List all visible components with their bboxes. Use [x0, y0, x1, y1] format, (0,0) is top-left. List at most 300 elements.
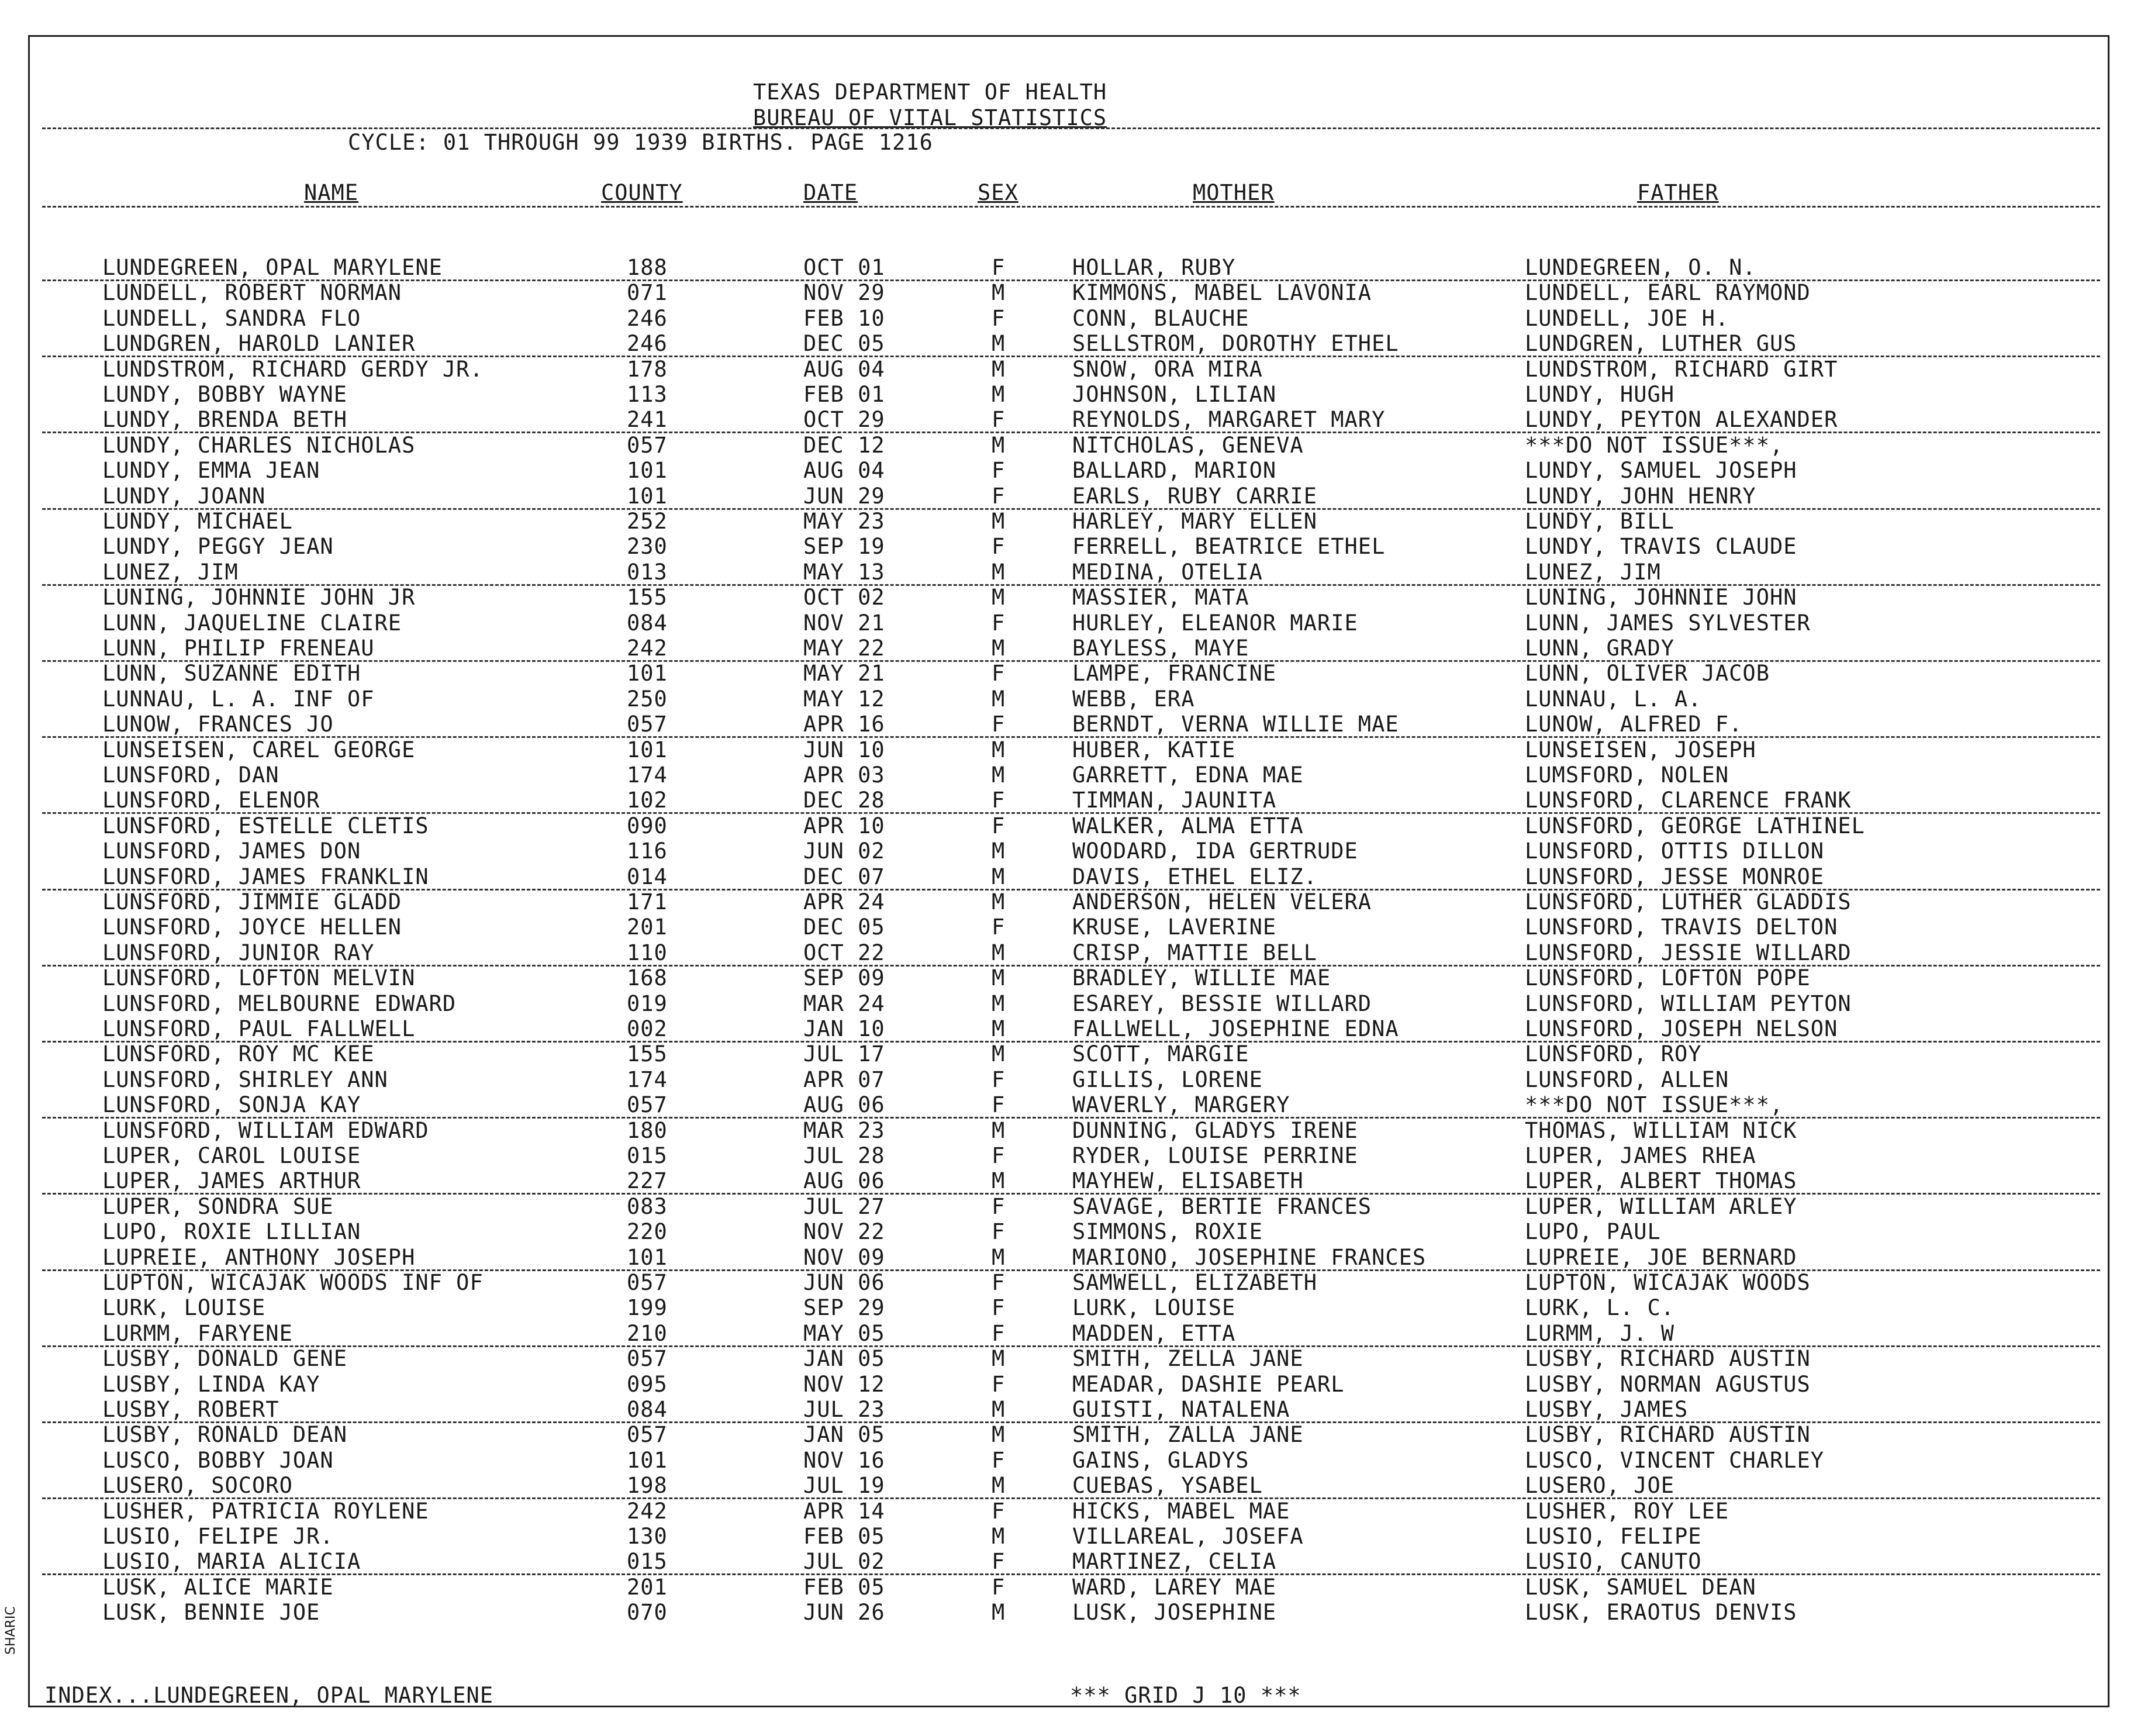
cell-date: JAN 05 [803, 1346, 885, 1372]
cell-date: OCT 22 [803, 940, 885, 965]
cell-sex: F [992, 1092, 1006, 1118]
cell-sex: M [992, 1422, 1006, 1448]
cell-name: LUNSFORD, SHIRLEY ANN [102, 1067, 388, 1092]
cell-name: LUSIO, FELIPE JR. [102, 1524, 334, 1549]
cell-name: LUNN, PHILIP FRENEAU [102, 636, 375, 661]
cell-county: 057 [627, 712, 668, 737]
cell-county: 130 [627, 1524, 668, 1549]
cell-name: LUPER, SONDRA SUE [102, 1193, 334, 1219]
cell-county: 178 [627, 356, 668, 382]
table-row [0, 991, 2105, 1016]
cell-county: 110 [627, 940, 668, 965]
cell-date: JUL 23 [803, 1397, 885, 1422]
cell-date: NOV 16 [803, 1447, 885, 1473]
cell-name: LURMM, FARYENE [102, 1320, 293, 1346]
cell-sex: F [992, 1219, 1006, 1245]
table-row [0, 762, 2105, 788]
cell-sex: M [992, 1473, 1006, 1499]
cell-father: LUNDY, TRAVIS CLAUDE [1525, 534, 1797, 560]
cell-name: LURK, LOUISE [102, 1295, 266, 1321]
cell-father: LURMM, J. W [1525, 1320, 1675, 1346]
cell-sex: M [992, 1168, 1006, 1194]
table-row [0, 1524, 2105, 1549]
cell-mother: GARRETT, EDNA MAE [1072, 762, 1304, 788]
cell-name: LUNDY, CHARLES NICHOLAS [102, 432, 416, 458]
cell-county: 057 [627, 1346, 668, 1372]
column-header-mother: MOTHER [1193, 180, 1275, 205]
table-row [0, 1295, 2105, 1320]
cell-father: LUNNAU, L. A. [1525, 686, 1702, 712]
cell-name: LUNSFORD, LOFTON MELVIN [102, 965, 416, 991]
cell-name: LUNSFORD, SONJA KAY [102, 1092, 361, 1118]
cell-name: LUNDY, BOBBY WAYNE [102, 382, 347, 407]
cell-name: LUSHER, PATRICIA ROYLENE [102, 1498, 429, 1524]
cell-date: DEC 07 [803, 864, 885, 889]
cell-date: OCT 02 [803, 585, 885, 610]
cell-mother: SNOW, ORA MIRA [1072, 356, 1263, 382]
column-header-father: FATHER [1637, 180, 1719, 205]
cell-name: LUNSFORD, PAUL FALLWELL [102, 1016, 416, 1041]
cell-county: 101 [627, 737, 668, 762]
cell-date: JUL 02 [803, 1549, 885, 1575]
cell-county: 019 [627, 990, 668, 1016]
cell-sex: F [992, 255, 1006, 280]
table-row [0, 560, 2105, 585]
cell-sex: F [992, 1193, 1006, 1219]
cell-date: MAY 12 [803, 686, 885, 712]
cell-date: AUG 06 [803, 1092, 885, 1118]
cell-father: LUNSFORD, TRAVIS DELTON [1525, 914, 1838, 940]
cell-date: APR 24 [803, 889, 885, 914]
table-row [0, 382, 2105, 407]
cell-date: AUG 04 [803, 356, 885, 382]
cell-sex: F [992, 914, 1006, 940]
cell-county: 242 [627, 1498, 668, 1524]
cell-mother: SAMWELL, ELIZABETH [1072, 1270, 1317, 1295]
cell-father: LUNSFORD, ROY [1525, 1041, 1702, 1067]
table-row [0, 1575, 2105, 1600]
cell-date: DEC 28 [803, 788, 885, 813]
cell-county: 252 [627, 509, 668, 534]
cell-father: LUNDEGREEN, O. N. [1525, 255, 1756, 280]
cell-date: JUL 19 [803, 1473, 885, 1499]
cell-sex: M [992, 585, 1006, 610]
table-row [0, 1016, 2105, 1041]
cell-mother: RYDER, LOUISE PERRINE [1072, 1143, 1358, 1168]
cell-name: LUNDY, MICHAEL [102, 509, 293, 534]
cell-sex: F [992, 305, 1006, 331]
table-row [0, 864, 2105, 889]
cell-father: LUNDELL, JOE H. [1525, 305, 1729, 331]
table-row [0, 484, 2105, 509]
cell-county: 201 [627, 1574, 668, 1600]
cell-mother: GAINS, GLADYS [1072, 1447, 1249, 1473]
cell-county: 013 [627, 559, 668, 585]
cell-father: LUSBY, NORMAN AGUSTUS [1525, 1371, 1811, 1397]
cell-mother: BALLARD, MARION [1072, 458, 1277, 484]
cell-date: NOV 21 [803, 610, 885, 636]
cell-father: LUNSFORD, JESSE MONROE [1525, 864, 1825, 889]
cell-mother: CONN, BLAUCHE [1072, 305, 1249, 331]
table-row [0, 306, 2105, 331]
cell-county: 230 [627, 534, 668, 560]
cell-mother: KRUSE, LAVERINE [1072, 914, 1277, 940]
cell-father: LUPREIE, JOE BERNARD [1525, 1244, 1797, 1270]
table-row [0, 838, 2105, 864]
cell-sex: M [992, 1041, 1006, 1067]
cell-name: LUNDSTROM, RICHARD GERDY JR. [102, 356, 484, 382]
cell-sex: F [992, 1574, 1006, 1600]
cell-sex: M [992, 509, 1006, 534]
cell-father: LUNSFORD, ALLEN [1525, 1067, 1729, 1092]
table-row [0, 585, 2105, 610]
cell-date: AUG 04 [803, 458, 885, 484]
cell-date: MAY 05 [803, 1320, 885, 1346]
cell-father: LUSIO, FELIPE [1525, 1524, 1702, 1549]
cell-date: APR 14 [803, 1498, 885, 1524]
cell-sex: M [992, 1117, 1006, 1143]
table-row [0, 1041, 2105, 1067]
cell-county: 057 [627, 432, 668, 458]
cell-county: 171 [627, 889, 668, 914]
cell-county: 188 [627, 255, 668, 280]
cell-date: JUN 02 [803, 838, 885, 864]
cell-father: LUSBY, RICHARD AUSTIN [1525, 1422, 1811, 1448]
table-row [0, 914, 2105, 940]
cell-county: 246 [627, 305, 668, 331]
cell-father: LUPER, ALBERT THOMAS [1525, 1168, 1797, 1194]
cell-date: MAY 22 [803, 636, 885, 661]
cell-county: 155 [627, 585, 668, 610]
cell-county: 101 [627, 1447, 668, 1473]
cell-name: LUNDY, EMMA JEAN [102, 458, 320, 484]
table-row [0, 889, 2105, 914]
table-row [0, 636, 2105, 661]
cell-date: JUN 10 [803, 737, 885, 762]
cell-county: 102 [627, 788, 668, 813]
cell-name: LUSK, BENNIE JOE [102, 1600, 320, 1625]
cell-father: LUNDY, BILL [1525, 509, 1675, 534]
table-row [0, 661, 2105, 686]
cell-father: LUSIO, CANUTO [1525, 1549, 1702, 1575]
cell-name: LUNN, JAQUELINE CLAIRE [102, 610, 402, 636]
cell-mother: MADDEN, ETTA [1072, 1320, 1236, 1346]
cell-name: LUNSFORD, JIMMIE GLADD [102, 889, 402, 914]
cell-date: MAY 21 [803, 661, 885, 686]
cell-date: FEB 05 [803, 1524, 885, 1549]
cell-name: LUNEZ, JIM [102, 559, 239, 585]
cell-mother: WOODARD, IDA GERTRUDE [1072, 838, 1358, 864]
cell-mother: CRISP, MATTIE BELL [1072, 940, 1317, 965]
cell-sex: M [992, 889, 1006, 914]
cell-father: LUPO, PAUL [1525, 1219, 1661, 1245]
table-row [0, 1118, 2105, 1143]
cell-name: LUSK, ALICE MARIE [102, 1574, 334, 1600]
cell-date: NOV 22 [803, 1219, 885, 1245]
cell-father: LUNSFORD, GEORGE LATHINEL [1525, 813, 1865, 838]
cell-sex: F [992, 1143, 1006, 1168]
cell-mother: REYNOLDS, MARGARET MARY [1072, 407, 1386, 433]
cell-name: LUSBY, DONALD GENE [102, 1346, 347, 1372]
cell-county: 015 [627, 1143, 668, 1168]
cell-county: 242 [627, 636, 668, 661]
cell-name: LUSBY, ROBERT [102, 1397, 279, 1422]
cell-mother: SELLSTROM, DOROTHY ETHEL [1072, 331, 1399, 357]
cell-name: LUNSFORD, ROY MC KEE [102, 1041, 375, 1067]
cell-mother: MEDINA, OTELIA [1072, 559, 1263, 585]
cell-sex: F [992, 788, 1006, 813]
cell-father: LUNSFORD, JOSEPH NELSON [1525, 1016, 1838, 1041]
table-row [0, 1143, 2105, 1168]
table-row [0, 357, 2105, 382]
cell-mother: SMITH, ZELLA JANE [1072, 1346, 1304, 1372]
cell-date: SEP 19 [803, 534, 885, 560]
cell-county: 057 [627, 1092, 668, 1118]
cell-name: LUNSEISEN, CAREL GEORGE [102, 737, 416, 762]
cell-father: LUNDSTROM, RICHARD GIRT [1525, 356, 1838, 382]
cell-mother: VILLAREAL, JOSEFA [1072, 1524, 1304, 1549]
cell-sex: M [992, 990, 1006, 1016]
cell-county: 168 [627, 965, 668, 991]
table-row [0, 331, 2105, 356]
cell-sex: M [992, 940, 1006, 965]
cell-father: LUNN, OLIVER JACOB [1525, 661, 1770, 686]
cell-county: 174 [627, 762, 668, 788]
cell-sex: F [992, 1295, 1006, 1321]
cell-name: LUNN, SUZANNE EDITH [102, 661, 361, 686]
cell-date: JUN 29 [803, 483, 885, 509]
cell-county: 241 [627, 407, 668, 433]
cell-mother: MEADAR, DASHIE PEARL [1072, 1371, 1345, 1397]
cell-mother: BAYLESS, MAYE [1072, 636, 1249, 661]
cell-date: APR 10 [803, 813, 885, 838]
table-row [0, 509, 2105, 534]
cell-county: 057 [627, 1422, 668, 1448]
cell-father: THOMAS, WILLIAM NICK [1525, 1117, 1797, 1143]
cell-date: FEB 01 [803, 382, 885, 407]
cell-sex: F [992, 1549, 1006, 1575]
cell-sex: M [992, 1524, 1006, 1549]
cell-name: LUNNAU, L. A. INF OF [102, 686, 375, 712]
cell-name: LUSERO, SOCORO [102, 1473, 293, 1499]
cell-father: LURK, L. C. [1525, 1295, 1675, 1321]
cell-name: LUNDELL, ROBERT NORMAN [102, 280, 402, 306]
cell-name: LUNSFORD, ESTELLE CLETIS [102, 813, 429, 838]
cell-father: LUSBY, RICHARD AUSTIN [1525, 1346, 1811, 1372]
cell-county: 198 [627, 1473, 668, 1499]
cell-mother: JOHNSON, LILIAN [1072, 382, 1277, 407]
cell-name: LUNSFORD, MELBOURNE EDWARD [102, 990, 457, 1016]
cell-sex: M [992, 762, 1006, 788]
table-row [0, 1219, 2105, 1244]
cell-mother: SCOTT, MARGIE [1072, 1041, 1249, 1067]
cell-mother: MARTINEZ, CELIA [1072, 1549, 1277, 1575]
cell-sex: M [992, 1346, 1006, 1372]
cell-name: LUNDY, PEGGY JEAN [102, 534, 334, 560]
cell-name: LUNSFORD, ELENOR [102, 788, 320, 813]
cell-sex: M [992, 737, 1006, 762]
cell-mother: GUISTI, NATALENA [1072, 1397, 1290, 1422]
cell-sex: F [992, 458, 1006, 484]
cell-mother: CUEBAS, YSABEL [1072, 1473, 1263, 1499]
cell-sex: F [992, 534, 1006, 560]
cell-sex: M [992, 432, 1006, 458]
cell-mother: HURLEY, ELEANOR MARIE [1072, 610, 1358, 636]
cell-name: LUNSFORD, JAMES FRANKLIN [102, 864, 429, 889]
cell-sex: F [992, 610, 1006, 636]
cell-name: LUSCO, BOBBY JOAN [102, 1447, 334, 1473]
cell-father: LUNN, GRADY [1525, 636, 1675, 661]
cell-county: 199 [627, 1295, 668, 1321]
cell-mother: SIMMONS, ROXIE [1072, 1219, 1263, 1245]
table-row [0, 712, 2105, 737]
cell-name: LUNDELL, SANDRA FLO [102, 305, 361, 331]
cell-mother: HICKS, MABEL MAE [1072, 1498, 1290, 1524]
divider-top [42, 127, 2100, 129]
cell-father: LUSCO, VINCENT CHARLEY [1525, 1447, 1825, 1473]
cell-name: LUNOW, FRANCES JO [102, 712, 334, 737]
table-row [0, 1448, 2105, 1473]
cell-sex: M [992, 1600, 1006, 1625]
cell-sex: F [992, 1371, 1006, 1397]
cell-mother: TIMMAN, JAUNITA [1072, 788, 1277, 813]
cell-mother: WALKER, ALMA ETTA [1072, 813, 1304, 838]
table-row [0, 1321, 2105, 1346]
cell-date: SEP 09 [803, 965, 885, 991]
cell-date: DEC 05 [803, 331, 885, 357]
cell-county: 095 [627, 1371, 668, 1397]
cell-sex: F [992, 661, 1006, 686]
cell-county: 083 [627, 1193, 668, 1219]
cell-father: LUNSFORD, OTTIS DILLON [1525, 838, 1825, 864]
cycle-line: CYCLE: 01 THROUGH 99 1939 BIRTHS. PAGE 1216 [348, 130, 933, 155]
cell-sex: M [992, 559, 1006, 585]
cell-name: LUNING, JOHNNIE JOHN JR [102, 585, 416, 610]
cell-date: MAY 23 [803, 509, 885, 534]
cell-mother: GILLIS, LORENE [1072, 1067, 1263, 1092]
cell-father: LUNDY, HUGH [1525, 382, 1675, 407]
cell-sex: M [992, 280, 1006, 306]
agency-title: TEXAS DEPARTMENT OF HEALTH [753, 80, 1107, 105]
cell-father: LUNDGREN, LUTHER GUS [1525, 331, 1797, 357]
cell-county: 174 [627, 1067, 668, 1092]
table-row [0, 1194, 2105, 1219]
cell-mother: NITCHOLAS, GENEVA [1072, 432, 1304, 458]
cell-sex: F [992, 1447, 1006, 1473]
cell-father: LUSK, ERAOTUS DENVIS [1525, 1600, 1797, 1625]
cell-county: 101 [627, 458, 668, 484]
cell-sex: M [992, 965, 1006, 991]
table-row [0, 1168, 2105, 1193]
cell-county: 250 [627, 686, 668, 712]
cell-mother: ANDERSON, HELEN VELERA [1072, 889, 1372, 914]
cell-sex: M [992, 331, 1006, 357]
cell-date: MAY 13 [803, 559, 885, 585]
cell-mother: DAVIS, ETHEL ELIZ. [1072, 864, 1317, 889]
table-row [0, 965, 2105, 990]
cell-sex: F [992, 483, 1006, 509]
cell-mother: ESAREY, BESSIE WILLARD [1072, 990, 1372, 1016]
cell-sex: F [992, 1498, 1006, 1524]
cell-father: LUNING, JOHNNIE JOHN [1525, 585, 1797, 610]
cell-date: APR 03 [803, 762, 885, 788]
table-row [0, 1372, 2105, 1397]
table-row [0, 1245, 2105, 1270]
cell-sex: M [992, 636, 1006, 661]
cell-date: NOV 09 [803, 1244, 885, 1270]
cell-father: LUNSFORD, LUTHER GLADDIS [1525, 889, 1852, 914]
cell-mother: DUNNING, GLADYS IRENE [1072, 1117, 1358, 1143]
cell-date: JUN 06 [803, 1270, 885, 1295]
cell-mother: LURK, LOUISE [1072, 1295, 1236, 1321]
cell-date: SEP 29 [803, 1295, 885, 1321]
cell-county: 101 [627, 483, 668, 509]
cell-father: LUNDY, PEYTON ALEXANDER [1525, 407, 1838, 433]
table-row [0, 458, 2105, 483]
cell-date: NOV 12 [803, 1371, 885, 1397]
cell-sex: F [992, 712, 1006, 737]
cell-father: ***DO NOT ISSUE***, [1525, 1092, 1784, 1118]
cell-date: DEC 12 [803, 432, 885, 458]
cell-date: JUL 17 [803, 1041, 885, 1067]
cell-county: 155 [627, 1041, 668, 1067]
cell-father: LUNSFORD, WILLIAM PEYTON [1525, 990, 1852, 1016]
cell-sex: M [992, 1397, 1006, 1422]
cell-county: 070 [627, 1600, 668, 1625]
cell-date: DEC 05 [803, 914, 885, 940]
column-header-sex: SEX [978, 180, 1018, 205]
table-row [0, 1549, 2105, 1574]
cell-mother: HOLLAR, RUBY [1072, 255, 1236, 280]
table-row [0, 1092, 2105, 1117]
cell-mother: BRADLEY, WILLIE MAE [1072, 965, 1331, 991]
table-row [0, 255, 2105, 280]
cell-sex: M [992, 356, 1006, 382]
cell-father: LUNSEISEN, JOSEPH [1525, 737, 1756, 762]
table-row [0, 1397, 2105, 1422]
cell-name: LUPTON, WICAJAK WOODS INF OF [102, 1270, 484, 1295]
cell-sex: F [992, 1067, 1006, 1092]
cell-father: LUNDELL, EARL RAYMOND [1525, 280, 1811, 306]
table-row [0, 940, 2105, 965]
cell-date: FEB 05 [803, 1574, 885, 1600]
cell-county: 180 [627, 1117, 668, 1143]
cell-mother: BERNDT, VERNA WILLIE MAE [1072, 712, 1399, 737]
cell-mother: LUSK, JOSEPHINE [1072, 1600, 1277, 1625]
cell-sex: F [992, 813, 1006, 838]
cell-date: JUN 26 [803, 1600, 885, 1625]
table-row [0, 1270, 2105, 1295]
cell-name: LUPO, ROXIE LILLIAN [102, 1219, 361, 1245]
cell-name: LUPER, JAMES ARTHUR [102, 1168, 361, 1194]
cell-county: 002 [627, 1016, 668, 1041]
cell-father: LUMSFORD, NOLEN [1525, 762, 1729, 788]
cell-mother: MASSIER, MATA [1072, 585, 1249, 610]
cell-father: LUNSFORD, JESSIE WILLARD [1525, 940, 1852, 965]
cell-date: JAN 05 [803, 1422, 885, 1448]
cell-sex: M [992, 1244, 1006, 1270]
cell-date: FEB 10 [803, 305, 885, 331]
cell-county: 116 [627, 838, 668, 864]
cell-mother: MARIONO, JOSEPHINE FRANCES [1072, 1244, 1427, 1270]
cell-name: LUNSFORD, DAN [102, 762, 279, 788]
cell-mother: LAMPE, FRANCINE [1072, 661, 1277, 686]
cell-sex: F [992, 1320, 1006, 1346]
cell-county: 201 [627, 914, 668, 940]
cell-sex: M [992, 838, 1006, 864]
cell-name: LUSBY, LINDA KAY [102, 1371, 320, 1397]
column-header-date: DATE [803, 180, 858, 205]
